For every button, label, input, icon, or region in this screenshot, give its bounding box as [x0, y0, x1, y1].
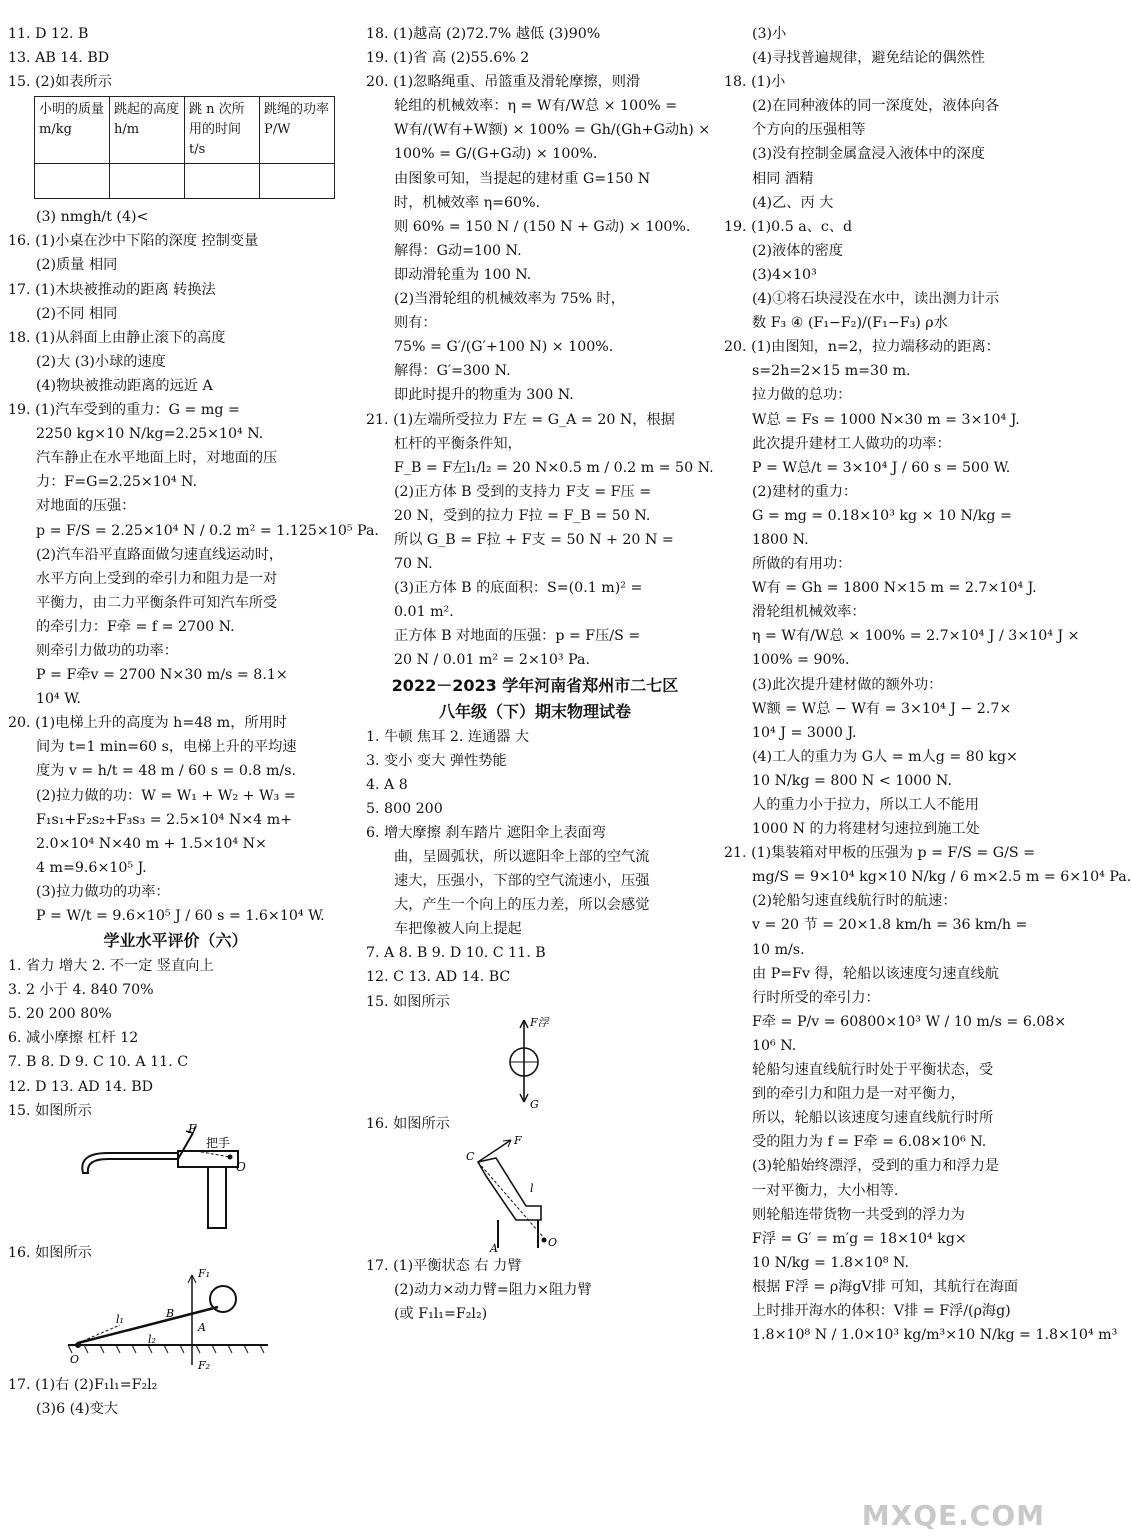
answer-line: 汽车静止在水平地面上时，对地面的压: [36, 450, 278, 467]
answer-line: (4)①将石块浸没在水中，读出测力计示: [752, 291, 1000, 308]
answer-line: 一对平衡力，大小相等.: [752, 1182, 899, 1199]
answer-line: 5. 20 200 80%: [8, 1006, 112, 1023]
buoyancy-label: F浮: [530, 1015, 549, 1029]
answer-line: 到的牵引力和阻力是一对平衡力，: [752, 1086, 965, 1103]
answer-line: 16. 如图所示: [8, 1244, 92, 1261]
lever-arm1-label: l₁: [116, 1312, 124, 1326]
answer-line: (4)物块被推动距离的远近 A: [36, 377, 213, 394]
answer-line: 解得：G动=100 N.: [394, 242, 522, 259]
answer-line: 17. (1)木块被推动的距离 转换法: [8, 281, 216, 298]
answer-line: 2.0×10⁴ N×40 m + 1.5×10⁴ N×: [36, 835, 267, 852]
answer-line: 平衡力，由二力平衡条件可知汽车所受: [36, 594, 278, 611]
answer-line: (2)汽车沿平直路面做匀速直线运动时，: [36, 546, 284, 563]
answer-line: (2)正方体 B 受到的支持力 F支 = F压 =: [394, 483, 652, 500]
answer-line: 18. (1)小: [724, 74, 786, 91]
answer-line: G = mg = 0.18×10³ kg × 10 N/kg =: [752, 507, 1012, 524]
column-3: [724, 22, 1131, 1347]
answer-line: 水平方向上受到的牵引力和阻力是一对: [36, 570, 278, 587]
answer-line: 7. B 8. D 9. C 10. A 11. C: [8, 1054, 189, 1071]
answer-line: (3)此次提升建材做的额外功：: [752, 676, 943, 693]
answer-line: 个方向的压强相等: [752, 122, 866, 139]
answer-line: F浮 = G′ = m′g = 18×10⁴ kg×: [752, 1230, 967, 1247]
answer-line: 拉力做的总功：: [752, 387, 852, 404]
faucet-figure: [8, 1123, 343, 1241]
answer-line: 速大，压强小，下部的空气流速小，压强: [394, 873, 650, 890]
answer-line: 1.8×10⁸ N / 1.0×10³ kg/m³×10 N/kg = 1.8×10⁴ m³: [752, 1327, 1118, 1344]
gravity-label: G: [530, 1097, 539, 1111]
table-cell: [260, 164, 335, 199]
answer-line: (3)小: [752, 26, 787, 42]
answer-line: 70 N.: [394, 556, 433, 573]
column-1: [8, 22, 379, 1421]
answer-line: F牵 = P/v = 60800×10³ W / 10 m/s = 6.08×: [752, 1013, 1067, 1030]
answer-line: 由 P=Fv 得，轮船以该速度匀速直线航: [752, 965, 999, 982]
answer-line: 19. (1)汽车受到的重力：G = mg =: [8, 402, 240, 419]
answer-line: 10⁶ N.: [752, 1037, 797, 1054]
answer-line: 10 N/kg = 1.8×10⁸ N.: [752, 1254, 910, 1271]
answer-line: 17. (1)平衡状态 右 力臂: [366, 1257, 522, 1274]
answer-line: 10⁴ J = 3000 J.: [752, 724, 857, 741]
table-row: [35, 164, 335, 199]
chair-pivot-label: O: [548, 1235, 558, 1249]
answer-line: (2)轮船匀速直线航行时的航速：: [752, 893, 957, 910]
lever-point-a-label: A: [198, 1320, 206, 1334]
answer-line: (3) nmgh/t (4)<: [36, 209, 149, 226]
answer-line: (3)4×10³: [752, 266, 817, 283]
answer-line: 18. (1)从斜面上由静止滚下的高度: [8, 329, 226, 346]
answer-line: 10⁴ W.: [36, 691, 81, 708]
answer-line: 19. (1)0.5 a、c、d: [724, 218, 853, 235]
float-ball-figure: [366, 1014, 704, 1112]
answer-line: (2)动力×动力臂=阻力×阻力臂: [394, 1281, 592, 1298]
answer-line: 21. (1)左端所受拉力 F左 = G_A = 20 N，根据: [366, 411, 675, 428]
answer-line: 曲，呈圆弧状，所以遮阳伞上部的空气流: [394, 849, 650, 865]
answer-line: 0.01 m².: [394, 604, 454, 621]
q15-data-table: [34, 96, 335, 199]
answer-line: 解得：G′=300 N.: [394, 363, 511, 380]
answer-line: 度为 v = h/t = 48 m / 60 s = 0.8 m/s.: [36, 763, 296, 780]
answer-line: 10 N/kg = 800 N < 1000 N.: [752, 772, 952, 789]
faucet-pivot-label: O: [236, 1159, 246, 1174]
answer-line: 4 m=9.6×10⁵ J.: [36, 859, 147, 876]
answer-line: 相同 酒精: [752, 170, 814, 187]
table-header-row: [35, 97, 335, 164]
table-cell: [35, 164, 110, 199]
answer-line: (2)液体的密度: [752, 242, 844, 259]
answer-line: 15. 如图所示: [8, 1102, 92, 1119]
answer-line: 由图象可知，当提起的建材重 G=150 N: [394, 170, 651, 187]
float-ball-diagram: [366, 1014, 696, 1112]
col1-block-c: [8, 954, 343, 1123]
answer-line: 20. (1)电梯上升的高度为 h=48 m，所用时: [8, 715, 287, 732]
answer-line: 21. (1)集装箱对甲板的压强为 p = F/S = G/S =: [724, 845, 1036, 862]
answer-line: 则牵引力做功的功率：: [36, 642, 178, 659]
faucet-handle-label: 把手: [206, 1135, 231, 1150]
answer-line: 1000 N 的力将建材匀速拉到施工处: [752, 821, 980, 838]
exam-title-line-1: 2022－2023 学年河南省郑州市二七区: [391, 675, 679, 695]
answer-line: 车把像被人向上提起: [394, 921, 522, 938]
answer-line: (4)寻找普遍规律，避免结论的偶然性: [752, 50, 985, 67]
answer-line: 15. 如图所示: [366, 993, 450, 1010]
answer-line: F₁s₁+F₂s₂+F₃s₃ = 2.5×10⁴ N×4 m+: [36, 811, 293, 828]
col2-block-b: [366, 725, 704, 1014]
answer-line: (3)轮船始终漂浮，受到的重力和浮力是: [752, 1158, 1000, 1175]
section-title-evaluation-6: 学业水平评价（六）: [103, 931, 248, 951]
chair-point-a-label: A: [490, 1241, 498, 1255]
lever-pivot-label: O: [70, 1352, 80, 1366]
answer-line: 对地面的压强：: [36, 498, 136, 515]
faucet-force-label: F: [188, 1121, 197, 1136]
answer-line: 12. D 13. AD 14. BD: [8, 1078, 154, 1095]
answer-line: W总 = Fs = 1000 N×30 m = 3×10⁴ J.: [752, 411, 1020, 428]
answer-line: 根据 F浮 = ρ海gV排 可知，其航行在海面: [752, 1278, 1019, 1295]
faucet-diagram: [8, 1123, 338, 1241]
table-cell: [110, 164, 185, 199]
chair-point-c-label: C: [466, 1149, 475, 1163]
answer-line: 2250 kg×10 N/kg=2.25×10⁴ N.: [36, 426, 264, 443]
table-header-cell: 跳起的高度 h/m: [110, 97, 185, 164]
answer-line: 1800 N.: [752, 531, 809, 548]
answer-line: (3)正方体 B 的底面积：S=(0.1 m)² =: [394, 580, 643, 597]
answer-line: (3)6 (4)变大: [36, 1400, 119, 1417]
table-cell: [185, 164, 260, 199]
col2-block-a: [366, 22, 714, 673]
answer-line: η = W有/W总 × 100% = 2.7×10⁴ J / 3×10⁴ J ×: [752, 628, 1080, 645]
answer-line: 即动滑轮重为 100 N.: [394, 266, 532, 283]
answer-line: 受的阻力为 f = F牵 = 6.08×10⁶ N.: [752, 1134, 987, 1151]
answer-line: 的牵引力：F牵 = f = 2700 N.: [36, 618, 235, 635]
answer-line: 18. (1)越高 (2)72.7% 越低 (3)90%: [366, 26, 601, 42]
answer-line: 20. (1)由图知，n=2，拉力端移动的距离：: [724, 339, 1000, 356]
lever-diagram: [8, 1265, 338, 1373]
answer-line: 数 F₃ ④ (F₁−F₂)/(F₁−F₃) ρ水: [752, 315, 948, 332]
lever-force1-label: F₁: [198, 1266, 211, 1280]
answer-line: 15. (2)如表所示: [8, 74, 112, 91]
table-header-cell: 跳 n 次所用的时间 t/s: [185, 97, 260, 164]
lever-figure: [8, 1265, 343, 1373]
lever-arm2-label: l₂: [148, 1332, 156, 1346]
answer-line: (2)在同种液体的同一深度处，液体向各: [752, 98, 1000, 115]
answer-line: 11. D 12. B: [8, 26, 89, 42]
answer-line: 12. C 13. AD 14. BC: [366, 969, 511, 986]
chair-arm-label: l: [530, 1181, 534, 1195]
lever-point-b-label: B: [166, 1306, 175, 1320]
answer-line: 即此时提升的物重为 300 N.: [394, 387, 574, 404]
answer-line: 10 m/s.: [752, 941, 805, 958]
answer-line: F_B = F左l₁/l₂ = 20 N×0.5 m / 0.2 m = 50 N.: [394, 459, 714, 476]
answer-line: (4)工人的重力为 G人 = m人g = 80 kg×: [752, 748, 1018, 765]
answer-line: 17. (1)右 (2)F₁l₁=F₂l₂: [8, 1376, 158, 1393]
answer-line: 3. 2 小于 4. 840 70%: [8, 982, 154, 999]
answer-line: 20. (1)忽略绳重、吊篮重及滑轮摩擦，则滑: [366, 74, 641, 91]
answer-line: 所以 G_B = F拉 + F支 = 50 N + 20 N =: [394, 531, 674, 548]
answer-line: (3)拉力做功的功率：: [36, 883, 170, 900]
answer-line: 大，产生一个向上的压力差，所以会感觉: [394, 897, 650, 914]
answer-line: v = 20 节 = 20×1.8 km/h = 36 km/h =: [752, 917, 1028, 934]
exam-title-line-2: 八年级（下）期末物理试卷: [438, 701, 631, 721]
answer-line: P = W/t = 9.6×10⁵ J / 60 s = 1.6×10⁴ W.: [36, 908, 325, 924]
chair-lever-diagram: [366, 1133, 696, 1255]
chair-force-label: F: [514, 1133, 522, 1147]
table-header-cell: 小明的质量 m/kg: [35, 97, 110, 164]
answer-line: 100% = G/(G+G动) × 100%.: [394, 146, 598, 163]
answer-line: 正方体 B 对地面的压强：p = F压/S =: [394, 628, 641, 645]
answer-line: (2)质量 相同: [36, 257, 118, 274]
answer-line: 轮船匀速直线航行时处于平衡状态，受: [752, 1062, 994, 1079]
col1-block-b: [8, 205, 379, 928]
answer-line: 19. (1)省 高 (2)55.6% 2: [366, 50, 530, 67]
col1-block-d: [8, 1373, 343, 1421]
answer-line: P = W总/t = 3×10⁴ J / 60 s = 500 W.: [752, 459, 1011, 476]
answer-line: 6. 减小摩擦 杠杆 12: [8, 1030, 139, 1047]
answer-line: 力：F=G=2.25×10⁴ N.: [36, 474, 198, 491]
answer-line: P = F牵v = 2700 N×30 m/s = 8.1×: [36, 667, 288, 684]
answer-line: 20 N，受到的拉力 F拉 = F_B = 50 N.: [394, 507, 651, 524]
answer-line: 1. 省力 增大 2. 不一定 竖直向上: [8, 958, 214, 975]
answer-line: 则轮船连带货物一共受到的浮力为: [752, 1206, 965, 1223]
answer-line: 滑轮组机械效率：: [752, 604, 866, 621]
answer-line: (2)大 (3)小球的速度: [36, 353, 166, 370]
answer-line: (2)拉力做的功：W = W₁ + W₂ + W₃ =: [36, 787, 296, 804]
answer-line: (2)不同 相同: [36, 305, 118, 322]
answer-line: W有 = Gh = 1800 N×15 m = 2.7×10⁴ J.: [752, 580, 1037, 597]
answer-line: (2)当滑轮组的机械效率为 75% 时，: [394, 291, 625, 308]
answer-line: 1. 牛顿 焦耳 2. 连通器 大: [366, 728, 530, 745]
answer-line: 75% = G′/(G′+100 N) × 100%.: [394, 339, 614, 356]
answer-line: 所做的有用功：: [752, 556, 852, 573]
col2-block-c: [366, 1254, 704, 1326]
answer-line: mg/S = 9×10⁴ kg×10 N/kg / 6 m×2.5 m = 6×10⁴ Pa.: [752, 869, 1131, 886]
answer-line: 4. A 8: [366, 776, 408, 793]
answer-line: s=2h=2×15 m=30 m.: [752, 363, 911, 380]
answer-line: p = F/S = 2.25×10⁴ N / 0.2 m² = 1.125×10⁵ Pa.: [36, 522, 379, 539]
answer-line: W额 = W总 − W有 = 3×10⁴ J − 2.7×: [752, 700, 1012, 717]
answer-line: 所以，轮船以该速度匀速直线航行时所: [752, 1110, 994, 1127]
column-2: [366, 22, 714, 1326]
answer-line: 轮组的机械效率：η = W有/W总 × 100% =: [394, 98, 678, 115]
answer-line: 时，机械效率 η=60%.: [394, 194, 541, 211]
answer-line: 20 N / 0.01 m² = 2×10³ Pa.: [394, 652, 590, 669]
answer-line: 行时所受的牵引力：: [752, 989, 880, 1006]
answer-line: 间为 t=1 min=60 s，电梯上升的平均速: [36, 739, 297, 756]
answer-line: 上时排开海水的体积：V排 = F浮/(ρ海g): [752, 1302, 1011, 1319]
answer-line: 16. 如图所示: [366, 1115, 450, 1132]
answer-line: 此次提升建材工人做功的功率：: [752, 435, 951, 452]
answer-line: (或 F₁l₁=F₂l₂): [394, 1305, 488, 1322]
answer-line: 5. 800 200: [366, 800, 443, 817]
answer-line: 6. 增大摩擦 刹车踏片 遮阳伞上表面弯: [366, 824, 606, 841]
answer-line: 则有：: [394, 315, 437, 332]
site-watermark: MXQE.COM: [861, 1499, 1045, 1532]
answer-line: 人的重力小于拉力，所以工人不能用: [752, 797, 980, 813]
answer-line: 3. 变小 变大 弹性势能: [366, 752, 507, 769]
table-header-cell: 跳绳的功率 P/W: [260, 97, 335, 164]
answer-line: 100% = 90%.: [752, 652, 850, 669]
col1-block-a: [8, 22, 343, 94]
answer-line: (4)乙、丙 大: [752, 194, 834, 211]
answer-line: 7. A 8. B 9. D 10. C 11. B: [366, 945, 546, 962]
answer-line: (3)没有控制金属盒浸入液体中的深度: [752, 146, 985, 163]
answer-line: (2)建材的重力：: [752, 483, 858, 500]
answer-line: 13. AB 14. BD: [8, 50, 110, 67]
lever-force2-label: F₂: [198, 1358, 211, 1372]
chair-lever-figure: [366, 1133, 704, 1255]
answer-line: W有/(W有+W额) × 100% = Gh/(Gh+G动h) ×: [394, 122, 711, 139]
answer-line: 杠杆的平衡条件知，: [394, 435, 522, 452]
answer-line: 则 60% = 150 N / (150 N + G动) × 100%.: [394, 218, 691, 235]
answer-line: 16. (1)小桌在沙中下陷的深度 控制变量: [8, 233, 259, 250]
